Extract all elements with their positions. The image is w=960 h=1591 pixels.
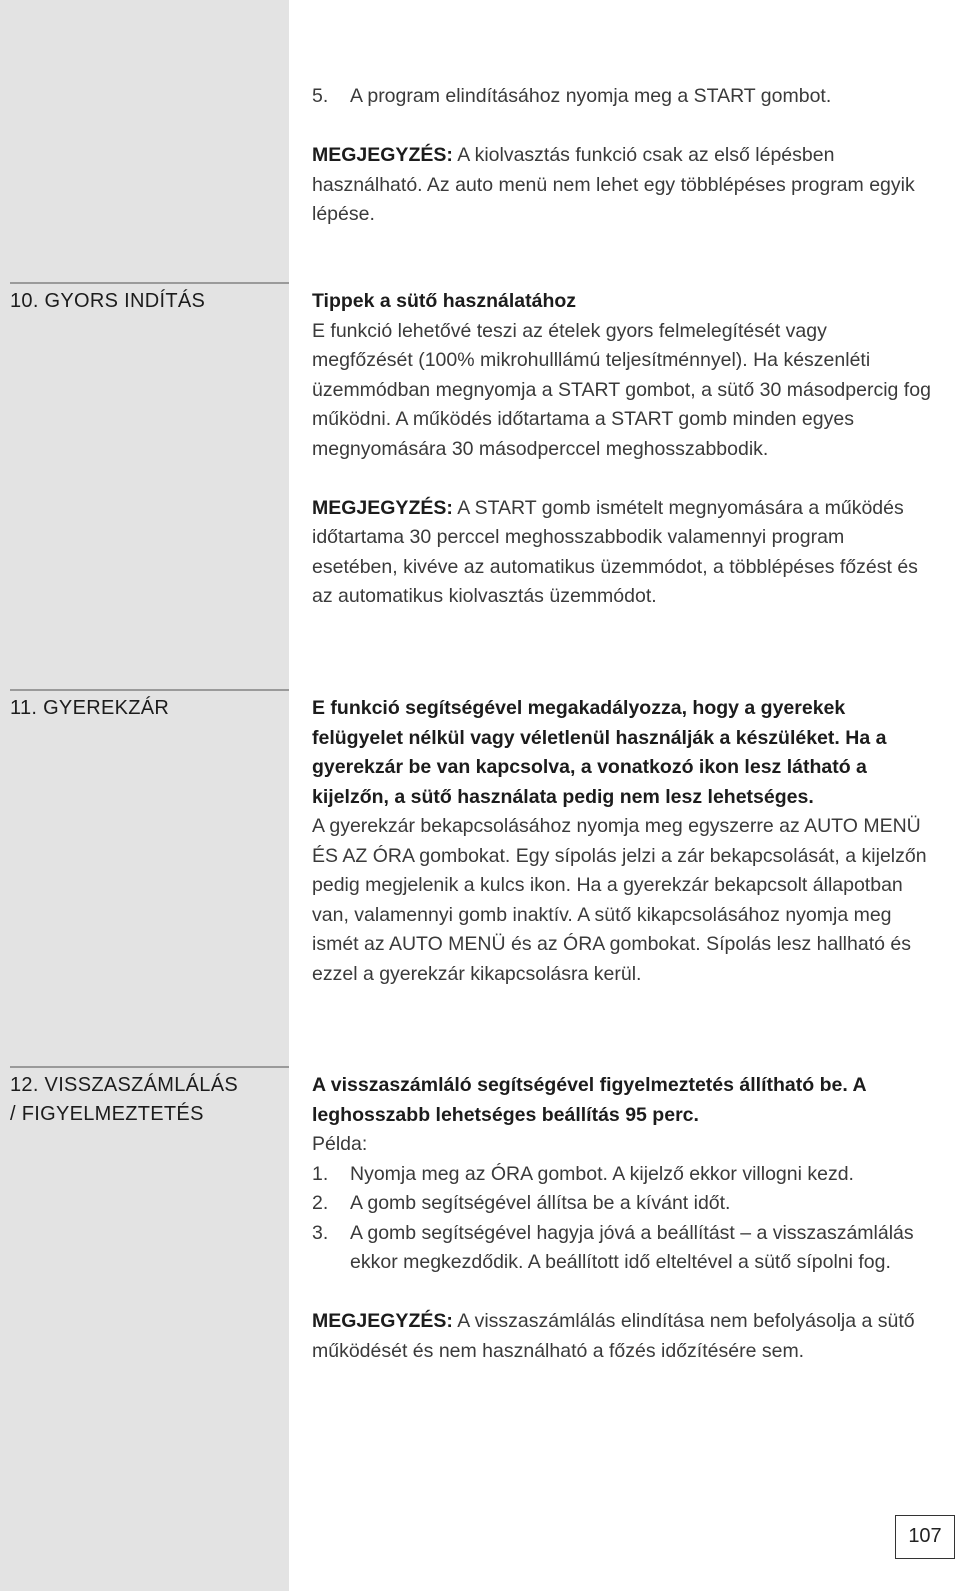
step-number: 3. [312,1221,329,1244]
example-label: Példa: [312,1133,368,1155]
note-paragraph [312,1307,932,1366]
step-text: A gomb segítségével hagyja jóvá a beállítást – a visszaszámlálás ekkor megkezdődik. A beállított idő elteltével a sütő sípolni fog. [350,1221,914,1273]
body-paragraph: E funkció lehetővé teszi az ételek gyors felmelegítését vagy megfőzését (100% mikrohulllámú teljesítménnyel). Ha készenléti üzemmódban megnyomja a START gombot, a sütő 30 másodpercig fog működni. A működés időtartama a START gomb minden egyes megnyomására 30 másodperccel meghosszabbodik. [312,319,931,460]
heading-line: / FIGYELMEZTETÉS [10,1103,204,1125]
tip-title: Tippek a sütő használatához [312,290,577,312]
step-number: 5. [312,85,329,107]
note-paragraph [312,141,932,230]
step-number: 1. [312,1162,329,1185]
intro-block [312,82,932,230]
note-label: MEGJEGYZÉS: [312,144,453,166]
body-paragraph: A gyerekzár bekapcsolásához nyomja meg egyszerre az AUTO MENÜ ÉS AZ ÓRA gombokat. Egy sípolás jelzi a zár bekapcsolását, a kijelzőn pedig megjelenik a kulcs ikon. Ha a gyerekzár bekapcsolt állapotban van, valamennyi gomb inaktív. A sütő kikapcsolásához nyomja meg ismét az AUTO MENÜ és az ÓRA gombokat. Sípolás lesz hallható és ezzel a gyerekzár kikapcsolásra kerül. [312,815,927,985]
note-paragraph [312,494,932,612]
step-number: 2. [312,1192,329,1214]
section-10-content [312,287,932,612]
bold-intro-paragraph: A visszaszámláló segítségével figyelmeztetés állítható be. A leghosszabb lehetséges beállítás 95 perc. [312,1074,866,1126]
intro-step-list [312,82,932,112]
page-number: 107 [895,1515,955,1559]
note-text: A kiolvasztás funkció csak az első lépésben használható. Az auto menü nem lehet egy többlépéses program egyik lépése. [312,144,915,225]
list-item [312,1219,932,1278]
step-text: Nyomja meg az ÓRA gombot. A kijelző ekkor villogni kezd. [350,1162,854,1185]
note-label: MEGJEGYZÉS: [312,496,453,519]
sidebar-background [0,0,289,1591]
section-12-content [312,1071,932,1366]
step-text: A gomb segítségével állítsa be a kívánt időt. [350,1192,731,1214]
list-item [312,1160,932,1190]
section-heading-gyors-inditas: 10. GYORS INDÍTÁS [10,282,289,316]
note-label: MEGJEGYZÉS: [312,1310,453,1332]
note-text: A START gomb ismételt megnyomására a működés időtartama 30 perccel meghosszabbodik valamennyi program esetében, kivéve az automatikus üzemmódot, a többlépéses főzést és az automatikus kiolvasztás üzemmódot. [312,496,918,607]
section-heading-gyerekzar: 11. GYEREKZÁR [10,689,289,723]
bold-intro-paragraph: E funkció segítségével megakadályozza, hogy a gyerekek felügyelet nélkül vagy véletlenül használják a készüléket. Ha a gyerekzár be van kapcsolva, a vonatkozó ikon lesz látható a kijelzőn, a sütő használata pedig nem lesz lehetséges. [312,697,887,808]
heading-line: 12. VISSZASZÁMLÁLÁS [10,1074,239,1096]
note-text: A visszaszámlálás elindítása nem befolyásolja a sütő működését és nem használható a főzés időzítésére sem. [312,1310,915,1362]
step-list [312,1160,932,1278]
list-item [312,1189,932,1219]
list-item [312,82,932,112]
section-11-content [312,694,932,989]
step-text: A program elindításához nyomja meg a START gombot. [350,85,832,107]
section-heading-visszaszamlalas [10,1066,289,1129]
